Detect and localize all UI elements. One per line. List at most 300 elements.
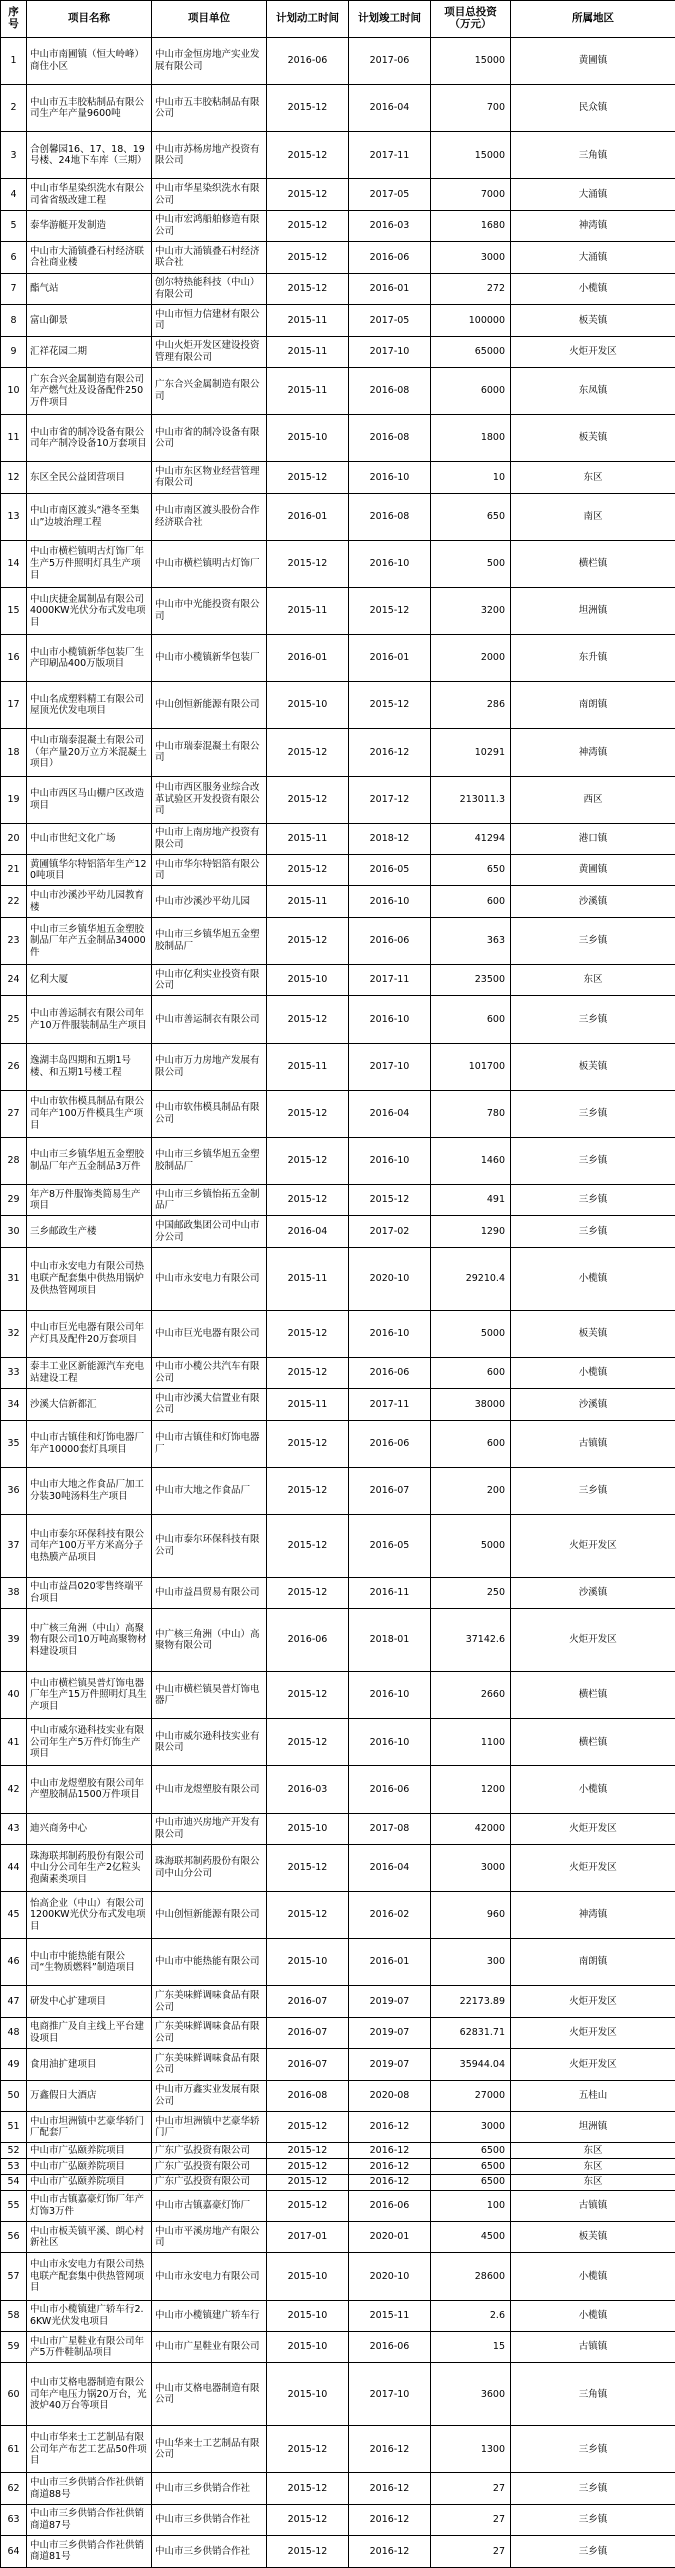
district-cell: 东区 [511,462,675,493]
table-row [1,1844,675,1891]
table-row [1,2426,675,2473]
planned-start-cell: 2015-12 [267,2473,349,2504]
total-investment-cell: 62831.71 [431,2017,511,2048]
project-unit-cell: 中山市上南房地产投资有限公司 [152,823,267,854]
seq-cell: 48 [1,2017,27,2048]
seq-cell: 15 [1,587,27,634]
planned-start-cell: 2015-11 [267,367,349,414]
project-unit-cell: 中山市省的制冷设备有限公司 [152,415,267,462]
seq-cell: 45 [1,1892,27,1939]
seq-cell: 59 [1,2331,27,2362]
seq-cell: 37 [1,1514,27,1577]
project-unit-cell: 中山市横栏镇明古灯饰厂 [152,540,267,587]
seq-cell: 39 [1,1609,27,1672]
project-unit-cell: 中山市亿利实业投资有限公司 [152,965,267,996]
table-row [1,1389,675,1420]
total-investment-cell: 27 [431,2504,511,2535]
total-investment-cell: 272 [431,273,511,304]
planned-completion-cell: 2016-08 [349,415,431,462]
total-investment-cell: 101700 [431,1043,511,1090]
planned-start-cell: 2015-11 [267,823,349,854]
planned-completion-cell: 2020-10 [349,2253,431,2300]
header-planned-start: 计划动工时间 [267,1,349,38]
total-investment-cell: 1100 [431,1719,511,1766]
seq-cell: 43 [1,1813,27,1844]
total-investment-cell: 35944.04 [431,2049,511,2080]
district-cell: 西区 [511,776,675,823]
project-name-cell: 中山市三乡供销合作社供销商道88号 [27,2473,152,2504]
project-unit-cell: 创尔特热能科技（中山）有限公司 [152,273,267,304]
seq-cell: 22 [1,886,27,917]
planned-start-cell: 2015-12 [267,776,349,823]
seq-cell: 58 [1,2300,27,2331]
table-row [1,2473,675,2504]
seq-cell: 12 [1,462,27,493]
total-investment-cell: 3000 [431,242,511,273]
district-cell: 三乡镇 [511,1090,675,1137]
seq-cell: 7 [1,273,27,304]
planned-start-cell: 2015-11 [267,305,349,336]
project-unit-cell: 中山市平溪房地产有限公司 [152,2222,267,2253]
planned-completion-cell: 2017-10 [349,2363,431,2426]
district-cell: 板芙镇 [511,415,675,462]
project-name-cell: 年产8万件服饰类简易生产项目 [27,1185,152,1216]
planned-completion-cell: 2016-10 [349,1719,431,1766]
planned-start-cell: 2015-10 [267,1939,349,1986]
header-district: 所属地区 [511,1,675,38]
project-name-cell: 酯气站 [27,273,152,304]
project-name-cell: 中山市永安电力有限公司热电联产配套集中供热用锅炉及供热管网项目 [27,1247,152,1310]
seq-cell: 53 [1,2159,27,2175]
planned-start-cell: 2015-12 [267,2159,349,2175]
project-unit-cell: 广东广弘投资有限公司 [152,2143,267,2159]
total-investment-cell: 6500 [431,2174,511,2190]
project-unit-cell: 广东广弘投资有限公司 [152,2159,267,2175]
planned-completion-cell: 2016-12 [349,2143,431,2159]
project-name-cell: 东区全民公益团营项目 [27,462,152,493]
header-total-investment: 项目总投资（万元） [431,1,511,38]
seq-cell: 60 [1,2363,27,2426]
total-investment-cell: 3000 [431,1844,511,1891]
planned-completion-cell: 2016-06 [349,2190,431,2221]
planned-completion-cell: 2016-08 [349,493,431,540]
project-name-cell: 中山市古镇佳和灯饰电器厂年产10000套灯具项目 [27,1420,152,1467]
project-name-cell: 珠海联邦制药股份有限公司中山分公司年生产2亿粒头孢菌素类项目 [27,1844,152,1891]
total-investment-cell: 41294 [431,823,511,854]
table-row [1,1137,675,1184]
table-row [1,1813,675,1844]
planned-start-cell: 2015-12 [267,1137,349,1184]
table-row [1,2536,675,2567]
table-row [1,1719,675,1766]
table-row [1,2174,675,2190]
planned-start-cell: 2015-12 [267,855,349,886]
planned-completion-cell: 2016-07 [349,1467,431,1514]
table-row [1,305,675,336]
district-cell: 沙溪镇 [511,1389,675,1420]
project-name-cell: 中山市横栏镇昊普灯饰电器厂年生产15万件照明灯具生产项目 [27,1672,152,1719]
planned-completion-cell: 2015-11 [349,2300,431,2331]
project-unit-cell: 中山市艾格电器制造有限公司 [152,2363,267,2426]
project-name-cell: 中山市永安电力有限公司热电联产配套集中供热管网项目 [27,2253,152,2300]
project-unit-cell: 中山市沙溪大信置业有限公司 [152,1389,267,1420]
district-cell: 横栏镇 [511,540,675,587]
planned-start-cell: 2015-11 [267,1043,349,1090]
project-name-cell: 逸湖丰岛四期和五期1号楼、和五期1号楼工程 [27,1043,152,1090]
district-cell: 神湾镇 [511,729,675,776]
planned-completion-cell: 2016-02 [349,1892,431,1939]
project-unit-cell: 中山市三乡供销合作社 [152,2536,267,2567]
seq-cell: 51 [1,2112,27,2143]
table-row [1,132,675,179]
seq-cell: 25 [1,996,27,1043]
table-row [1,273,675,304]
project-unit-cell: 中山市万力房地产发展有限公司 [152,1043,267,1090]
planned-completion-cell: 2020-10 [349,1247,431,1310]
project-unit-cell: 中山市华尔特铝箔有限公司 [152,855,267,886]
project-unit-cell: 中山创恒新能源有限公司 [152,1892,267,1939]
total-investment-cell: 27000 [431,2080,511,2111]
planned-completion-cell: 2019-07 [349,1986,431,2017]
project-name-cell: 中山市沙溪沙平幼儿园教育楼 [27,886,152,917]
district-cell: 东区 [511,965,675,996]
table-row [1,1090,675,1137]
planned-start-cell: 2017-01 [267,2222,349,2253]
total-investment-cell: 15 [431,2331,511,2362]
district-cell: 南朗镇 [511,682,675,729]
project-unit-cell: 中山市恒力信建材有限公司 [152,305,267,336]
project-unit-cell: 中山市永安电力有限公司 [152,2253,267,2300]
seq-cell: 23 [1,917,27,964]
planned-start-cell: 2015-12 [267,2143,349,2159]
total-investment-cell: 1290 [431,1216,511,1247]
project-unit-cell: 中山市华星染织洗水有限公司 [152,179,267,210]
planned-start-cell: 2015-10 [267,2253,349,2300]
project-unit-cell: 中广核三角洲（中山）高聚物有限公司 [152,1609,267,1672]
planned-completion-cell: 2016-04 [349,1844,431,1891]
project-unit-cell: 中山市古镇嘉豪灯饰厂 [152,2190,267,2221]
project-name-cell: 泰华游艇开发制造 [27,210,152,241]
project-name-cell: 中山市艾格电器制造有限公司年产电压力锅20万台，光波炉40万台等项目 [27,2363,152,2426]
total-investment-cell: 213011.3 [431,776,511,823]
project-unit-cell: 中山创恒新能源有限公司 [152,682,267,729]
project-name-cell: 中山市小榄镇建广轿车行2.6KW光伏发电项目 [27,2300,152,2331]
project-unit-cell: 中山市小榄镇新华包装厂 [152,635,267,682]
planned-start-cell: 2015-12 [267,2504,349,2535]
planned-completion-cell: 2016-04 [349,85,431,132]
table-row [1,2253,675,2300]
district-cell: 神湾镇 [511,1892,675,1939]
table-row [1,2222,675,2253]
table-row [1,2504,675,2535]
planned-start-cell: 2015-12 [267,462,349,493]
planned-start-cell: 2016-08 [267,2080,349,2111]
planned-completion-cell: 2016-06 [349,2331,431,2362]
table-row [1,2363,675,2426]
table-row [1,587,675,634]
district-cell: 火炬开发区 [511,2017,675,2048]
seq-cell: 3 [1,132,27,179]
total-investment-cell: 650 [431,493,511,540]
total-investment-cell: 4500 [431,2222,511,2253]
planned-start-cell: 2015-12 [267,132,349,179]
table-header-row [1,1,675,38]
total-investment-cell: 5000 [431,1310,511,1357]
planned-completion-cell: 2017-05 [349,305,431,336]
planned-completion-cell: 2016-06 [349,1357,431,1388]
seq-cell: 54 [1,2174,27,2190]
district-cell: 大涌镇 [511,242,675,273]
district-cell: 东区 [511,2143,675,2159]
table-row [1,729,675,776]
district-cell: 板芙镇 [511,1043,675,1090]
total-investment-cell: 960 [431,1892,511,1939]
total-investment-cell: 27 [431,2473,511,2504]
district-cell: 古镇镇 [511,1420,675,1467]
district-cell: 沙溪镇 [511,886,675,917]
seq-cell: 26 [1,1043,27,1090]
district-cell: 三乡镇 [511,2426,675,2473]
planned-start-cell: 2015-12 [267,1514,349,1577]
header-project-unit: 项目单位 [152,1,267,38]
district-cell: 小榄镇 [511,2300,675,2331]
seq-cell: 10 [1,367,27,414]
project-unit-cell: 中山市沙溪沙平幼儿园 [152,886,267,917]
seq-cell: 49 [1,2049,27,2080]
project-name-cell: 泰丰工业区新能源汽车充电站建设工程 [27,1357,152,1388]
planned-start-cell: 2015-10 [267,965,349,996]
project-unit-cell: 中山市永安电力有限公司 [152,1247,267,1310]
planned-completion-cell: 2016-03 [349,210,431,241]
project-name-cell: 中山市西区马山棚户区改造项目 [27,776,152,823]
project-unit-cell: 珠海联邦制药股份有限公司中山分公司 [152,1844,267,1891]
total-investment-cell: 1800 [431,415,511,462]
planned-completion-cell: 2016-10 [349,1137,431,1184]
table-row [1,2112,675,2143]
seq-cell: 5 [1,210,27,241]
district-cell: 三乡镇 [511,1185,675,1216]
planned-start-cell: 2015-10 [267,415,349,462]
district-cell: 小榄镇 [511,1247,675,1310]
project-name-cell: 怡高企业（中山）有限公司1200KW光伏分布式发电项目 [27,1892,152,1939]
district-cell: 火炬开发区 [511,1813,675,1844]
planned-completion-cell: 2016-01 [349,273,431,304]
project-name-cell: 合创馨园16、17、18、19号楼、24地下车库（三期） [27,132,152,179]
planned-completion-cell: 2016-12 [349,2159,431,2175]
total-investment-cell: 2.6 [431,2300,511,2331]
planned-completion-cell: 2015-12 [349,1185,431,1216]
project-unit-cell: 中山市三乡供销合作社 [152,2504,267,2535]
project-unit-cell: 中国邮政集团公司中山市分公司 [152,1216,267,1247]
project-name-cell: 中山市软伟模具制品有限公司年产100万件模具生产项目 [27,1090,152,1137]
project-unit-cell: 广东美味鲜调味食品有限公司 [152,1986,267,2017]
district-cell: 三乡镇 [511,2504,675,2535]
planned-completion-cell: 2016-06 [349,1420,431,1467]
project-unit-cell: 中山市金恒房地产实业发展有限公司 [152,38,267,85]
table-row [1,1467,675,1514]
project-unit-cell: 中山市古镇佳和灯饰电器厂 [152,1420,267,1467]
table-row [1,965,675,996]
project-name-cell: 中山名成塑料精工有限公司屋顶光伏发电项目 [27,682,152,729]
district-cell: 五桂山 [511,2080,675,2111]
planned-start-cell: 2015-10 [267,1813,349,1844]
planned-completion-cell: 2017-11 [349,132,431,179]
seq-cell: 14 [1,540,27,587]
table-row [1,242,675,273]
total-investment-cell: 22173.89 [431,1986,511,2017]
project-name-cell: 中山市大地之作食品厂加工分装30吨汤料生产项目 [27,1467,152,1514]
table-row [1,1185,675,1216]
project-name-cell: 中山市五丰胶粘制品有限公司生产年产量9600吨 [27,85,152,132]
planned-completion-cell: 2017-11 [349,965,431,996]
district-cell: 沙溪镇 [511,1577,675,1608]
table-row [1,1247,675,1310]
seq-cell: 63 [1,2504,27,2535]
planned-start-cell: 2015-12 [267,2536,349,2567]
project-name-cell: 中山市小榄镇新华包装厂生产印刷品400万版项目 [27,635,152,682]
project-unit-cell: 中山市南区渡头股份合作经济联合社 [152,493,267,540]
planned-completion-cell: 2015-12 [349,587,431,634]
table-row [1,1420,675,1467]
district-cell: 火炬开发区 [511,1514,675,1577]
total-investment-cell: 780 [431,1090,511,1137]
planned-start-cell: 2015-12 [267,917,349,964]
project-unit-cell: 广东美味鲜调味食品有限公司 [152,2049,267,2080]
district-cell: 民众镇 [511,85,675,132]
project-name-cell: 中山市三乡供销合作社供销商道87号 [27,2504,152,2535]
table-row [1,2017,675,2048]
project-name-cell: 迪兴商务中心 [27,1813,152,1844]
planned-start-cell: 2015-11 [267,886,349,917]
table-row [1,1892,675,1939]
district-cell: 小榄镇 [511,1766,675,1813]
project-name-cell: 中山市板芙镇平溪、朗心村新社区 [27,2222,152,2253]
seq-cell: 38 [1,1577,27,1608]
planned-start-cell: 2016-03 [267,1766,349,1813]
planned-completion-cell: 2016-12 [349,2536,431,2567]
table-row [1,210,675,241]
seq-cell: 11 [1,415,27,462]
total-investment-cell: 29210.4 [431,1247,511,1310]
district-cell: 火炬开发区 [511,1844,675,1891]
planned-start-cell: 2015-12 [267,2174,349,2190]
table-row [1,38,675,85]
total-investment-cell: 491 [431,1185,511,1216]
table-row [1,855,675,886]
planned-start-cell: 2015-10 [267,2300,349,2331]
planned-start-cell: 2015-12 [267,1844,349,1891]
table-row [1,1939,675,1986]
planned-start-cell: 2015-12 [267,210,349,241]
total-investment-cell: 1460 [431,1137,511,1184]
project-unit-cell: 中山市中能热能有限公司 [152,1939,267,1986]
project-unit-cell: 中山市龙煜塑胶有限公司 [152,1766,267,1813]
planned-start-cell: 2015-12 [267,1577,349,1608]
planned-start-cell: 2016-07 [267,2049,349,2080]
table-row [1,1672,675,1719]
planned-completion-cell: 2017-08 [349,1813,431,1844]
planned-completion-cell: 2016-12 [349,729,431,776]
district-cell: 神湾镇 [511,210,675,241]
project-unit-cell: 中山市苏杨房地产投资有限公司 [152,132,267,179]
seq-cell: 13 [1,493,27,540]
planned-completion-cell: 2016-12 [349,2426,431,2473]
planned-completion-cell: 2017-11 [349,1389,431,1420]
project-name-cell: 中山市广弘颐养院项目 [27,2143,152,2159]
planned-completion-cell: 2016-06 [349,1766,431,1813]
planned-completion-cell: 2015-12 [349,682,431,729]
seq-cell: 17 [1,682,27,729]
district-cell: 三角镇 [511,2363,675,2426]
district-cell: 古镇镇 [511,2331,675,2362]
table-row [1,1609,675,1672]
seq-cell: 28 [1,1137,27,1184]
district-cell: 小榄镇 [511,2253,675,2300]
seq-cell: 1 [1,38,27,85]
seq-cell: 36 [1,1467,27,1514]
planned-completion-cell: 2017-06 [349,38,431,85]
total-investment-cell: 23500 [431,965,511,996]
project-name-cell: 中山市广星鞋业有限公司年产5万件鞋制品项目 [27,2331,152,2362]
seq-cell: 4 [1,179,27,210]
seq-cell: 61 [1,2426,27,2473]
project-unit-cell: 中山市大地之作食品厂 [152,1467,267,1514]
table-row [1,1216,675,1247]
project-name-cell: 中山市南圃镇（恒大岭峰）商住小区 [27,38,152,85]
project-name-cell: 广东合兴金属制造有限公司年产燃气灶及设备配件250万件项目 [27,367,152,414]
table-row [1,336,675,367]
project-unit-cell: 中山市西区服务业综合改革试验区开发投资有限公司 [152,776,267,823]
project-name-cell: 中山市世纪文化广场 [27,823,152,854]
district-cell: 横栏镇 [511,1719,675,1766]
table-row [1,823,675,854]
table-row [1,917,675,964]
table-row [1,179,675,210]
total-investment-cell: 200 [431,1467,511,1514]
seq-cell: 18 [1,729,27,776]
planned-completion-cell: 2017-10 [349,336,431,367]
planned-start-cell: 2015-12 [267,2190,349,2221]
planned-start-cell: 2015-12 [267,2112,349,2143]
planned-start-cell: 2015-12 [267,242,349,273]
header-project-name: 项目名称 [27,1,152,38]
seq-cell: 40 [1,1672,27,1719]
seq-cell: 46 [1,1939,27,1986]
project-unit-cell: 中山市横栏镇昊普灯饰电器厂 [152,1672,267,1719]
total-investment-cell: 1300 [431,2426,511,2473]
planned-start-cell: 2015-12 [267,1185,349,1216]
district-cell: 三乡镇 [511,1467,675,1514]
planned-completion-cell: 2016-06 [349,242,431,273]
project-name-cell: 中山市大涌镇叠石村经济联合社商业楼 [27,242,152,273]
planned-completion-cell: 2016-10 [349,540,431,587]
table-row [1,2331,675,2362]
district-cell: 坦洲镇 [511,587,675,634]
table-row [1,996,675,1043]
district-cell: 火炬开发区 [511,1609,675,1672]
seq-cell: 27 [1,1090,27,1137]
table-row [1,2159,675,2175]
seq-cell: 42 [1,1766,27,1813]
district-cell: 火炬开发区 [511,336,675,367]
total-investment-cell: 700 [431,85,511,132]
project-unit-cell: 中山市威尔逊科技实业有限公司 [152,1719,267,1766]
planned-completion-cell: 2020-01 [349,2222,431,2253]
project-name-cell: 中山市瑞泰混凝土有限公司（年产量20万立方米混凝土项目） [27,729,152,776]
total-investment-cell: 650 [431,855,511,886]
district-cell: 三乡镇 [511,996,675,1043]
planned-start-cell: 2015-12 [267,1719,349,1766]
